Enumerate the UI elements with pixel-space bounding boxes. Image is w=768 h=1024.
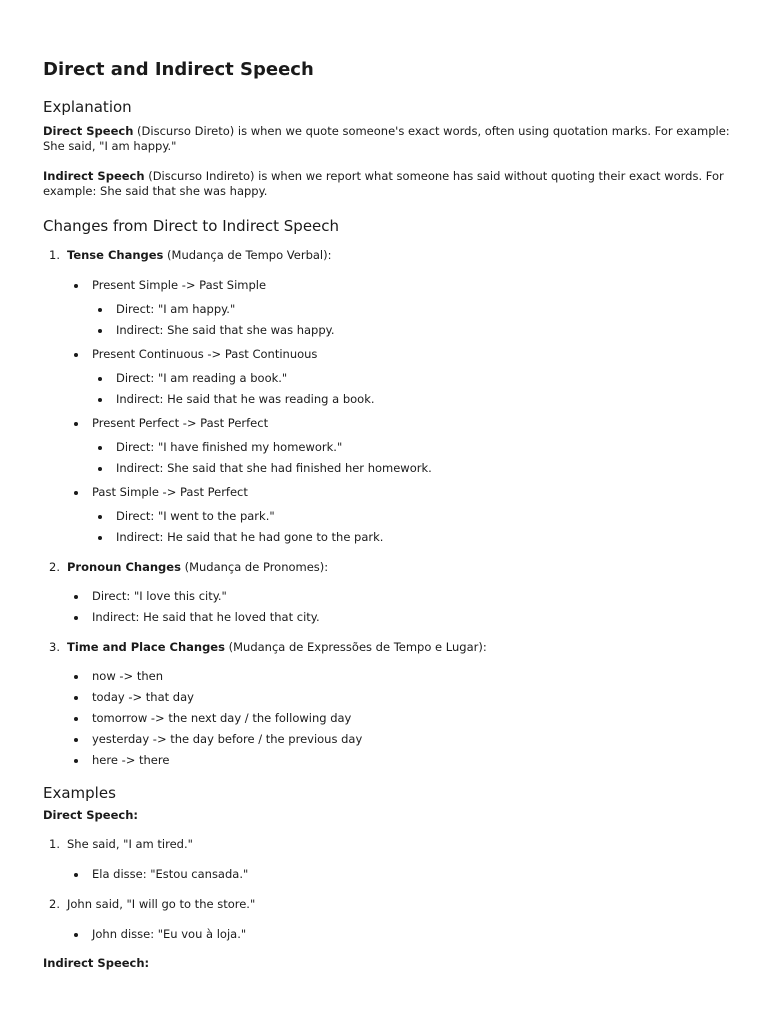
example-direct: Direct: "I went to the park." [116,509,275,523]
list-item [43,669,733,684]
list-item [43,589,733,604]
direct-speech-label-text: Direct Speech: [43,808,138,822]
time-place-changes-item [43,640,733,655]
bullet-icon [98,398,102,402]
direct-speech-label [43,808,733,823]
time-place-rule: here -> there [92,753,170,767]
list-number: 3. [49,640,60,654]
list-item [43,485,733,500]
direct-speech-term: Direct Speech [43,124,134,138]
examples-heading: Examples [43,784,116,802]
example-item [43,837,733,852]
direct-speech-paragraph [43,124,733,154]
list-item [43,610,733,625]
list-item [43,690,733,705]
list-item [43,302,733,317]
bullet-icon [74,353,78,357]
list-item [43,323,733,338]
list-item [43,753,733,768]
example-indirect: Indirect: He said that he had gone to the park. [116,530,384,544]
example-direct: Direct: "I am happy." [116,302,236,316]
pronoun-changes-text: (Mudança de Pronomes): [180,560,329,574]
bullet-icon [98,536,102,540]
list-item [43,392,733,407]
tense-rule-label: Past Simple -> Past Perfect [92,485,248,499]
example-indirect: Indirect: He said that he loved that city. [92,610,320,624]
time-place-changes-term: Time and Place Changes [67,640,225,654]
changes-heading: Changes from Direct to Indirect Speech [43,217,340,235]
example-sentence: John said, "I will go to the store." [67,897,256,911]
bullet-icon [98,329,102,333]
bullet-icon [98,467,102,471]
example-direct: Direct: "I love this city." [92,589,227,603]
list-item [43,509,733,524]
bullet-icon [74,616,78,620]
document-page [43,58,733,971]
bullet-icon [74,675,78,679]
list-number: 1. [49,248,60,262]
example-direct: Direct: "I am reading a book." [116,371,288,385]
direct-speech-text: (Discurso Direto) is when we quote someone's exact words, often using quotation marks. For example: She said, "I am happy." [43,124,730,153]
page-title: Direct and Indirect Speech [43,59,314,80]
indirect-speech-label [43,956,733,971]
indirect-speech-paragraph [43,169,733,199]
bullet-icon [98,308,102,312]
bullet-icon [98,515,102,519]
time-place-rule: tomorrow -> the next day / the following day [92,711,352,725]
example-translation: John disse: "Eu vou à loja." [92,927,247,941]
bullet-icon [98,446,102,450]
time-place-rule: today -> that day [92,690,194,704]
bullet-icon [74,717,78,721]
bullet-icon [74,422,78,426]
example-indirect: Indirect: She said that she had finished her homework. [116,461,432,475]
list-item [43,927,733,942]
bullet-icon [74,491,78,495]
bullet-icon [98,377,102,381]
example-sentence: She said, "I am tired." [67,837,193,851]
pronoun-changes-item [43,560,733,575]
list-item [43,461,733,476]
time-place-rule: yesterday -> the day before / the previous day [92,732,363,746]
list-item [43,867,733,882]
example-indirect: Indirect: She said that she was happy. [116,323,335,337]
indirect-speech-term: Indirect Speech [43,169,145,183]
tense-changes-term: Tense Changes [67,248,164,262]
tense-rule-label: Present Continuous -> Past Continuous [92,347,318,361]
list-item [43,711,733,726]
bullet-icon [74,696,78,700]
bullet-icon [74,933,78,937]
explanation-heading: Explanation [43,98,132,116]
list-item [43,347,733,362]
list-item [43,732,733,747]
list-number: 2. [49,560,60,574]
list-item [43,371,733,386]
tense-rule-label: Present Simple -> Past Simple [92,278,267,292]
list-number: 2. [49,897,60,911]
list-number: 1. [49,837,60,851]
list-item [43,416,733,431]
example-item [43,897,733,912]
time-place-rule: now -> then [92,669,163,683]
list-item [43,530,733,545]
bullet-icon [74,738,78,742]
example-direct: Direct: "I have finished my homework." [116,440,343,454]
bullet-icon [74,759,78,763]
tense-rule-label: Present Perfect -> Past Perfect [92,416,269,430]
time-place-changes-text: (Mudança de Expressões de Tempo e Lugar): [224,640,487,654]
tense-changes-text: (Mudança de Tempo Verbal): [163,248,332,262]
bullet-icon [74,595,78,599]
example-indirect: Indirect: He said that he was reading a book. [116,392,375,406]
bullet-icon [74,873,78,877]
indirect-speech-label-text: Indirect Speech: [43,956,150,970]
bullet-icon [74,284,78,288]
indirect-speech-text: (Discurso Indireto) is when we report what someone has said without quoting their exact words. For example: She said that she was happy. [43,169,724,198]
example-translation: Ela disse: "Estou cansada." [92,867,249,881]
list-item [43,440,733,455]
pronoun-changes-term: Pronoun Changes [67,560,181,574]
tense-changes-item [43,248,733,263]
list-item [43,278,733,293]
